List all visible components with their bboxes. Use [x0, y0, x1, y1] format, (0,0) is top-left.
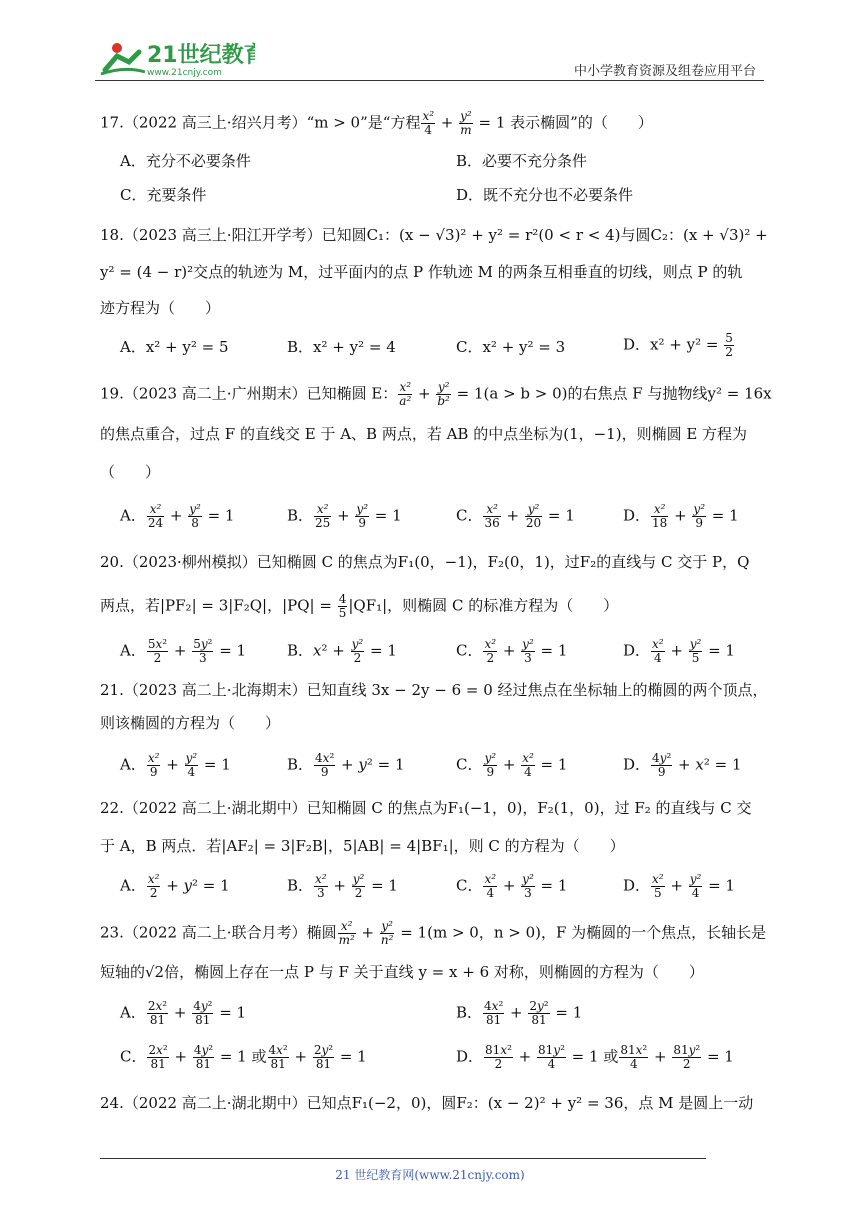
- q18-line-3: 迹方程为（ ）: [100, 299, 221, 317]
- q21-option-c[interactable]: C． $\frac{\text{y²}}{9}$ + $\frac{\text{x²}}{4}$ = 1: [456, 751, 568, 779]
- q19-frac1: $\frac{\text{x²}}{\text{a²}}$: [399, 380, 412, 408]
- header-divider: [95, 80, 764, 81]
- q23-option-c[interactable]: C． $\frac{\text{2x²}}{81}$ + $\frac{\text{4y²}}{81}$ = 1 或 $\frac{\text{4x²}}{81}$ + $\frac{\text{2y²}}{81}$ = 1: [120, 1043, 367, 1071]
- q19-suffix: = 1(a > b > 0)的右焦点 F 与抛物线y² = 16x: [456, 384, 772, 403]
- q17-option-b[interactable]: B．必要不充分条件: [456, 152, 588, 170]
- q18-option-b[interactable]: B．x² + y² = 4: [287, 338, 396, 356]
- logo-url: www.21cnjy.com: [147, 68, 222, 78]
- site-logo: [95, 36, 255, 78]
- q20-option-c[interactable]: C． $\frac{\text{x²}}{2}$ + $\frac{\text{y²}}{3}$ = 1: [456, 637, 568, 665]
- q17-option-c[interactable]: C．充要条件: [120, 186, 207, 204]
- q19-option-c[interactable]: C． $\frac{\text{x²}}{36}$ + $\frac{\text{y²}}{20}$ = 1: [456, 502, 575, 530]
- q22-line-2: 于 A，B 两点．若|AF₂| = 3|F₂B|，5|AB| = 4|BF₁|，则 C 的方程为（ ）: [100, 837, 625, 855]
- q19-frac2: $\frac{\text{y²}}{\text{b²}}$: [437, 380, 450, 408]
- q21-line-2: 则该椭圆的方程为（ ）: [100, 714, 281, 732]
- q24-line-1: 24.（2022 高二上·湖北期中）已知点F₁(−2，0)，圆F₂：(x − 2)² + y² = 36，点 M 是圆上一动: [100, 1094, 754, 1112]
- logo-title: 21世纪教育: [147, 43, 255, 68]
- q18-option-a[interactable]: A．x² + y² = 5: [120, 338, 229, 356]
- q23-line-1: 23.（2022 高二上·联合月考）椭圆 $\frac{\text{x²}}{\text{m²}}$ + $\frac{\text{y²}}{\text{n²}}$ = 1(m > 0，n > 0)，F 为椭圆的一个焦点，长轴长是: [100, 919, 767, 947]
- q21-option-b[interactable]: B． $\frac{\text{4x²}}{9}$ + y² = 1: [287, 751, 405, 779]
- q18-option-d-text: D．x² + y² =: [623, 335, 719, 354]
- q22-option-b[interactable]: B． $\frac{\text{x²}}{3}$ + $\frac{\text{y²}}{2}$ = 1: [287, 872, 398, 900]
- footer-link[interactable]: 21 世纪教育网(www.21cnjy.com): [335, 1168, 525, 1182]
- q17-option-d[interactable]: D．既不充分也不必要条件: [456, 186, 634, 204]
- q19-line-1: 19.（2023 高二上·广州期末）已知椭圆 E： $\frac{\text{x²}}{\text{a²}}$ + $\frac{\text{y²}}{\text{b²}}$ = 1(a > b > 0)的右焦点 F 与抛物线y² = 16x: [100, 380, 772, 408]
- q17-frac1: $\frac{\text{x²}}{4}$: [422, 109, 435, 137]
- q22-option-a[interactable]: A． $\frac{\text{x²}}{2}$ + y² = 1: [120, 872, 230, 900]
- q23-option-a[interactable]: A． $\frac{\text{2x²}}{81}$ + $\frac{\text{4y²}}{81}$ = 1: [120, 999, 247, 1027]
- q19-line-3: （ ）: [100, 463, 161, 481]
- q20-option-d[interactable]: D． $\frac{\text{x²}}{4}$ + $\frac{\text{y²}}{5}$ = 1: [623, 637, 735, 665]
- q22-option-d[interactable]: D． $\frac{\text{x²}}{5}$ + $\frac{\text{y²}}{4}$ = 1: [623, 872, 735, 900]
- q18-option-c[interactable]: C．x² + y² = 3: [456, 338, 566, 356]
- q17-suffix: = 1 表示椭圆”的（ ）: [478, 113, 653, 132]
- question-17: 17.（2022 高三上·绍兴月考）“m > 0”是“方程 $\frac{\text{x²}}{4}$ + $\frac{\text{y²}}{m}$ = 1 表示椭圆”的（ ）: [100, 109, 653, 137]
- q19-option-d[interactable]: D． $\frac{\text{x²}}{18}$ + $\frac{\text{y²}}{9}$ = 1: [623, 502, 739, 530]
- q19-prefix: 19.（2023 高二上·广州期末）已知椭圆 E：: [100, 384, 398, 403]
- q18-line-2: y² = (4 − r)²交点的轨迹为 M，过平面内的点 P 作轨迹 M 的两条互相垂直的切线，则点 P 的轨: [100, 263, 743, 281]
- q22-option-c[interactable]: C． $\frac{\text{x²}}{4}$ + $\frac{\text{y²}}{3}$ = 1: [456, 872, 568, 900]
- q20-line-1: 20.（2023·柳州模拟）已知椭圆 C 的焦点为F₁(0，−1)，F₂(0，1)，过F₂的直线与 C 交于 P，Q: [100, 553, 750, 571]
- q20-line-2: 两点，若|PF₂| = 3|F₂Q|，|PQ| = $\frac{4}{5}$ |QF₁|，则椭圆 C 的标准方程为（ ）: [100, 592, 619, 620]
- footer-divider: [100, 1158, 706, 1159]
- q19-option-a[interactable]: A． $\frac{\text{x²}}{24}$ + $\frac{\text{y²}}{8}$ = 1: [120, 502, 235, 530]
- q17-option-a[interactable]: A．充分不必要条件: [120, 152, 251, 170]
- q20-option-a[interactable]: A． $\frac{\text{5x²}}{2}$ + $\frac{\text{5y²}}{3}$ = 1: [120, 637, 247, 665]
- q23-option-b[interactable]: B． $\frac{\text{4x²}}{81}$ + $\frac{\text{2y²}}{81}$ = 1: [456, 999, 583, 1027]
- q18-option-d[interactable]: [623, 332, 735, 359]
- q22-line-1: 22.（2022 高二上·湖北期中）已知椭圆 C 的焦点为F₁(−1，0)，F₂(1，0)，过 F₂ 的直线与 C 交: [100, 799, 752, 817]
- q21-line-1: 21.（2023 高二上·北海期末）已知直线 3x − 2y − 6 = 0 经过焦点在坐标轴上的椭圆的两个顶点，: [100, 681, 768, 699]
- q21-option-a[interactable]: A． $\frac{\text{x²}}{9}$ + $\frac{\text{y²}}{4}$ = 1: [120, 751, 231, 779]
- platform-title: 中小学教育资源及组卷应用平台: [573, 64, 756, 79]
- q21-option-d[interactable]: D． $\frac{\text{4y²}}{9}$ + x² = 1: [623, 751, 742, 779]
- q20-option-b[interactable]: B．x² + $\frac{\text{y²}}{2}$ = 1: [287, 637, 397, 665]
- q18-line-1: 18.（2023 高三上·阳江开学考）已知圆C₁：(x − √3)² + y² = r²(0 < r < 4)与圆C₂：(x + √3)² +: [100, 226, 768, 244]
- q17-text: 17.（2022 高三上·绍兴月考）“m > 0”是“方程: [100, 113, 421, 132]
- q23-line-2: 短轴的√2倍，椭圆上存在一点 P 与 F 关于直线 y = x + 6 对称，则椭圆的方程为（ ）: [100, 963, 704, 981]
- q17-frac2: $\frac{\text{y²}}{m}$: [460, 109, 472, 137]
- q23-option-d[interactable]: D． $\frac{\text{81x²}}{2}$ + $\frac{\text{81y²}}{4}$ = 1 或 $\frac{\text{81x²}}{4}$ + $\frac{\text{81y²}}{2}$ = 1: [456, 1043, 734, 1071]
- q19-option-b[interactable]: B． $\frac{\text{x²}}{25}$ + $\frac{\text{y²}}{9}$ = 1: [287, 502, 402, 530]
- q18-frac: $\frac{5}{2}$: [725, 331, 733, 359]
- q19-line-2: 的焦点重合，过点 F 的直线交 E 于 A、B 两点，若 AB 的中点坐标为(1，−1)，则椭圆 E 方程为: [100, 425, 748, 443]
